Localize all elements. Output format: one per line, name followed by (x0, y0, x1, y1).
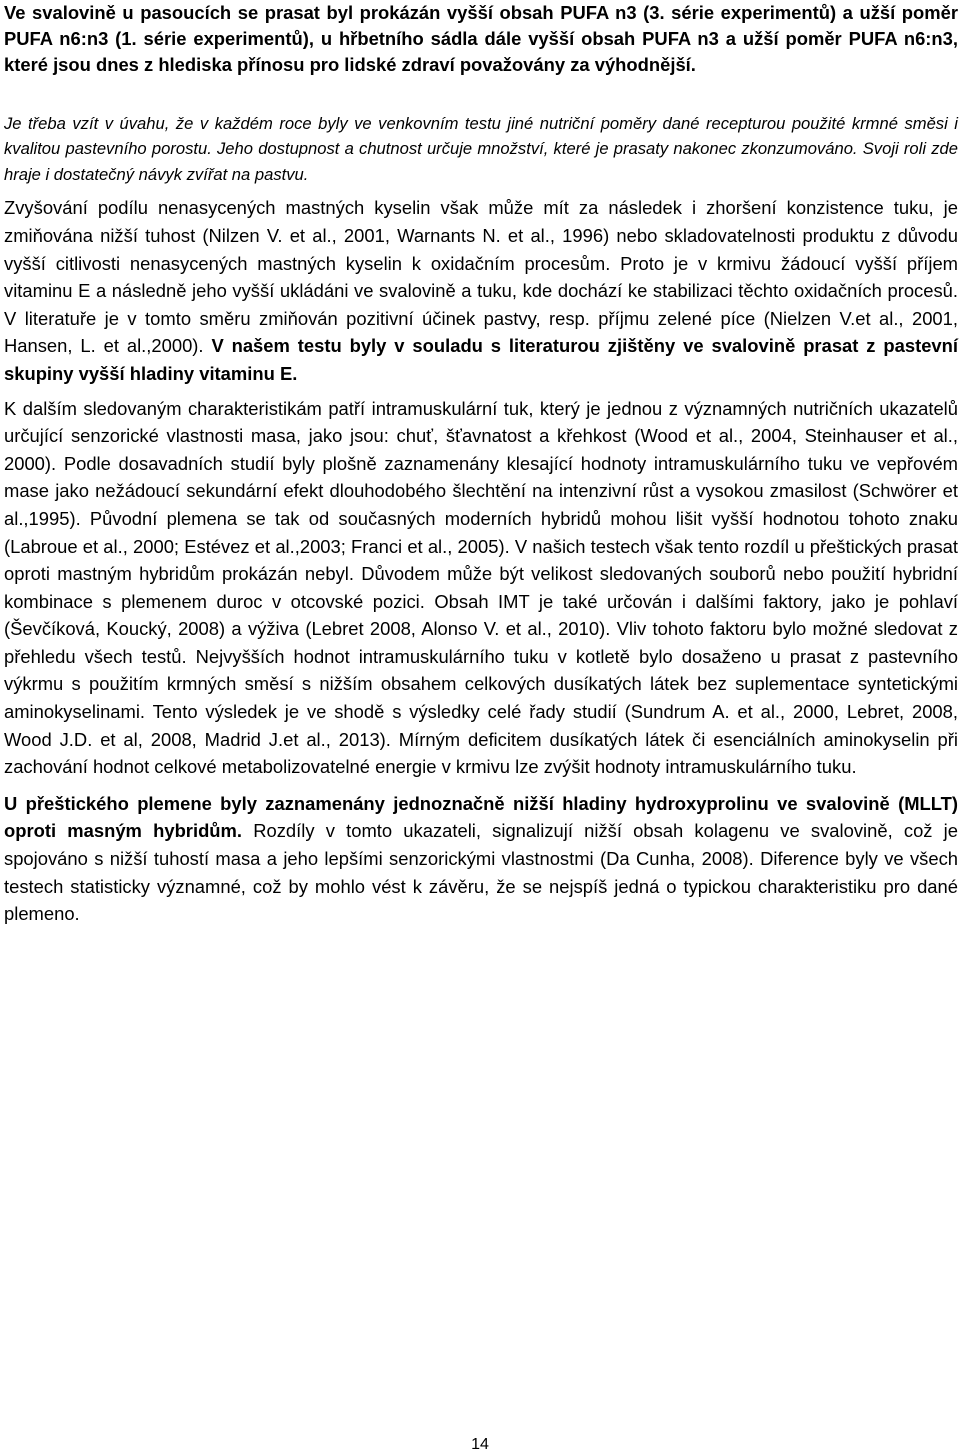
paragraph-hydroxyproline (4, 790, 958, 928)
paragraph-vitamin-e-text: Zvyšování podílu nenasycených mastných kyselin však může mít za následek i zhoršení konzistence tuku, je zmiňována nižší tuhost (Nilzen V. et al., 2001, Warnants N. et al., 1996) nebo skladovatelnosti produktu z důvodu vyšší citlivosti nenasycených mastných kyselin k oxidačním procesům. Proto je v krmivu žádoucí vyšší příjem vitaminu E a následně jeho vyšší ukládáni ve svalovině a tuku, kde dochází ke stabilizaci těchto oxidačních procesů. V literatuře je v tomto směru zmiňován pozitivní účinek pastvy, resp. příjmu zelené píce (Nielzen V.et al., 2001, Hansen, L. et al.,2000). (4, 197, 958, 357)
paragraph-hydroxyproline-highlight: U přeštického plemene byly zaznamenány jednoznačně nižší hladiny hydroxyprolinu ve svalovině (MLLT) oproti masným hybridům. (4, 792, 958, 842)
paragraph-vitamin-e-highlight: V našem testu byly v souladu s literaturou zjištěny ve svalovině prasat z pastevní skupiny vyšší hladiny vitaminu E. (4, 335, 958, 384)
document-page (4, 0, 958, 928)
paragraph-hydroxyproline-text: Rozdíly v tomto ukazateli, signalizují nižší obsah kolagenu ve svalovině, což je spojováno s nižší tuhostí masa a jeho lepšími senzorickými vlastnostmi (Da Cunha, 2008). Diference byly ve všech testech statisticky významné, což by mohlo vést k závěru, že se nejspíš jedná o typickou charakteristiku pro dané plemeno. (4, 820, 958, 925)
page-number: 14 (471, 1436, 489, 1453)
paragraph-nutrition-note: Je třeba vzít v úvahu, že v každém roce byly ve venkovním testu jiné nutriční poměry dané recepturou použité krmné směsi i kvalitou pastevního porostu. Jeho dostupnost a chutnost určuje množství, které je prasaty nakonec zkonzumováno. Svoji roli zde hraje i dostatečný návyk zvířat na pastvu. (4, 113, 958, 184)
paragraph-pufa-results: Ve svalovině u pasoucích se prasat byl prokázán vyšší obsah PUFA n3 (3. série experimentů) a užší poměr PUFA n6:n3 (1. série experimentů), u hřbetního sádla dále vyšší obsah PUFA n3 a užší poměr PUFA n6:n3, které jsou dnes z hlediska přínosu pro lidské zdraví považovány za výhodnější. (4, 2, 958, 76)
paragraph-intramuscular-fat: K dalším sledovaným charakteristikám patří intramuskulární tuk, který je jednou z významných nutričních ukazatelů určující senzorické vlastnosti masa, jako jsou: chuť, šťavnatost a křehkost (Wood et al., 2004, Steinhauser et al., 2000). Podle dosavadních studií byly plošně zaznamenány klesající hodnoty intramuskulárního tuku ve vepřovém mase jako nežádoucí sekundární efekt dlouhodobého šlechtění na intenzivní růst a vysokou zmasilost (Schwörer et al.,1995). Původní plemena se tak od současných moderních hybridů mohou lišit vyšší hodnotou tohoto znaku (Labroue et al., 2000; Estévez et al.,2003; Franci et al., 2005). V našich testech však tento rozdíl u přeštických prasat oproti mastným hybridům prokázán nebyl. Důvodem může být velikost sledovaných souborů nebo použití hybridní kombinace s plemenem duroc v otcovské pozici. Obsah IMT je také určován i dalšími faktory, jako je pohlaví (Ševčíková, Koucký, 2008) a výživa (Lebret 2008, Alonso V. et al., 2010). Vliv tohoto faktoru bylo možné sledovat z přehledu všech testů. Nejvyšších hodnot intramuskulárního tuku v kotletě bylo dosaženo u prasat z pastevního výkrmu s použitím krmných směsí s nižším obsahem celkových dusíkatých látek bez suplementace syntetickými aminokyselinami. Tento výsledek je ve shodě s výsledky celé řady studií (Sundrum A. et al., 2000, Lebret, 2008, Wood J.D. et al, 2008, Madrid J.et al., 2013). Mírným deficitem dusíkatých látek či esenciálních aminokyselin při zachování hodnot celkové metabolizovatelné energie v krmivu lze zvýšit hodnoty intramuskulárního tuku. (4, 397, 958, 778)
paragraph-vitamin-e (4, 194, 958, 387)
